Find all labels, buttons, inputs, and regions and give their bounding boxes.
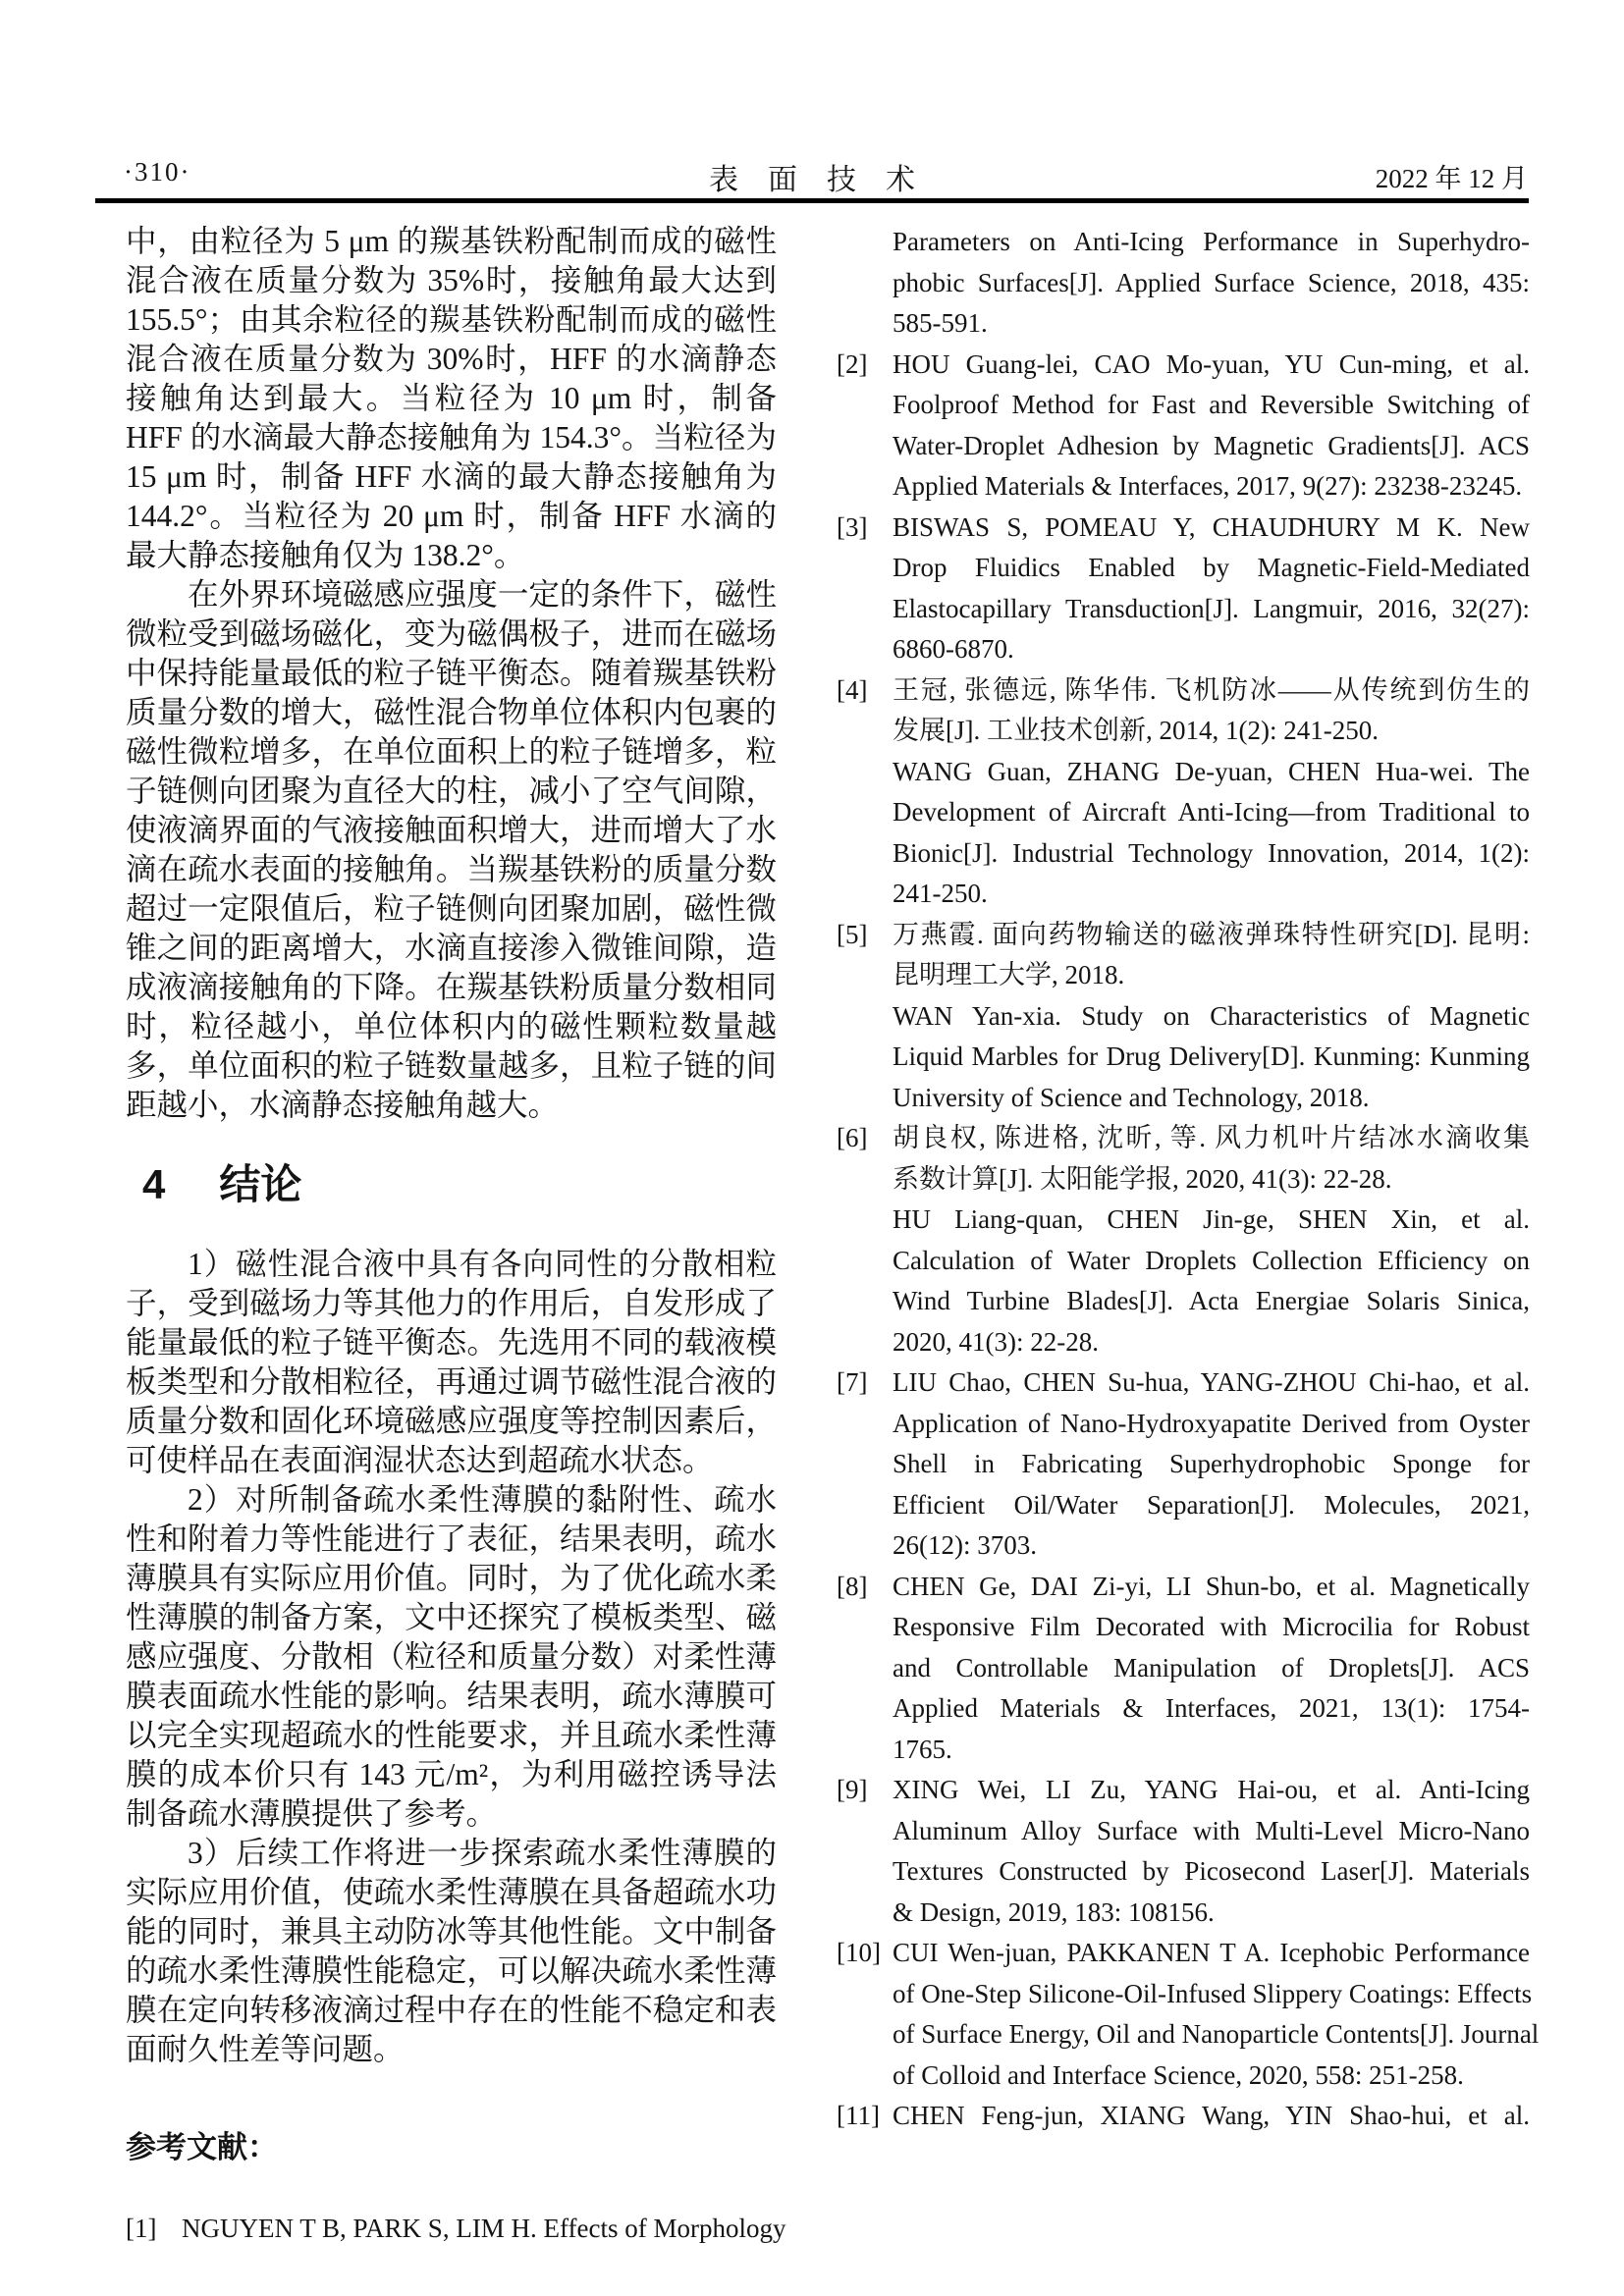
reference-line: and Controllable Manipulation of Droplets[J]. ACS: [893, 1652, 1530, 1682]
reference-line: XING Wei, LI Zu, YANG Hai-ou, et al. Anti-Icing: [893, 1775, 1530, 1804]
reference-body: [893, 1567, 1530, 1771]
reference-line: HU Liang-quan, CHEN Jin-ge, SHEN Xin, et al.: [893, 1204, 1530, 1234]
reference-item: [837, 1118, 1530, 1362]
reference-body: [893, 507, 1530, 670]
reference-line: of One-Step Silicone-Oil-Infused Slippery Coatings: Effects: [893, 1978, 1533, 2008]
paragraph: 3）后续工作将进一步探索疏水柔性薄膜的实际应用价值，使疏水柔性薄膜在具备超疏水功能的同时，兼具主动防冰等其他性能。文中制备的疏水柔性薄膜性能稳定，可以解决疏水柔性薄膜在定向转移液滴过程中存在的性能不稳定和表面耐久性差等问题。: [126, 1836, 777, 2066]
left-column: [126, 222, 786, 2250]
reference-item: [126, 2209, 786, 2250]
reference-item: [837, 222, 1530, 345]
reference-line: Application of Nano-Hydroxyapatite Derived from Oyster: [893, 1408, 1530, 1438]
reference-line: Bionic[J]. Industrial Technology Innovation, 2014, 1(2):: [893, 837, 1530, 868]
paragraph: 1）磁性混合液中具有各向同性的分散相粒子，受到磁场力等其他力的作用后，自发形成了能量最低的粒子链平衡态。先选用不同的载液模板类型和分散相粒径，再通过调节磁性混合液的质量分数和固化环境磁感应强度等控制因素后，可使样品在表面润湿状态达到超疏水状态。: [126, 1247, 777, 1477]
reference-item: [837, 1933, 1540, 2096]
reference-line: phobic Surfaces[J]. Applied Surface Science, 2018, 435:: [893, 267, 1530, 297]
reference-line: University of Science and Technology, 2018.: [893, 1082, 1370, 1112]
reference-line: Responsive Film Decorated with Microcilia for Robust: [893, 1612, 1530, 1641]
reference-line: CHEN Feng-jun, XIANG Wang, YIN Shao-hui, et al.: [893, 2101, 1530, 2130]
reference-line: 26(12): 3703.: [893, 1530, 1037, 1560]
reference-line: NGUYEN T B, PARK S, LIM H. Effects of Morphology: [182, 2214, 786, 2243]
reference-label: [3]: [837, 511, 868, 542]
reference-item: [837, 670, 1530, 915]
reference-line: Elastocapillary Transduction[J]. Langmuir, 2016, 32(27):: [893, 593, 1530, 623]
reference-line: of Colloid and Interface Science, 2020, 558: 251-258.: [893, 2059, 1464, 2090]
reference-line: WAN Yan-xia. Study on Characteristics of Magnetic: [893, 1000, 1530, 1031]
reference-line: Water-Droplet Adhesion by Magnetic Gradients[J]. ACS: [893, 430, 1530, 460]
reference-line: 6860-6870.: [893, 634, 1014, 664]
section-number: 4: [142, 1161, 166, 1207]
reference-label: [8]: [837, 1571, 868, 1601]
reference-line: 2020, 41(3): 22-28.: [893, 1326, 1099, 1357]
section-heading: [142, 1156, 777, 1213]
reference-line: BISWAS S, POMEAU Y, CHAUDHURY M K. New: [893, 511, 1530, 542]
issue-date: 2022 年 12 月: [1375, 164, 1528, 193]
reference-label: [2]: [837, 348, 868, 379]
reference-line: Textures Constructed by Picosecond Laser[J]. Materials: [893, 1856, 1530, 1886]
reference-label: [10]: [837, 1938, 881, 1967]
reference-line: Applied Materials & Interfaces, 2021, 13(1): 1754-: [893, 1693, 1530, 1723]
reference-line: WANG Guan, ZHANG De-yuan, CHEN Hua-wei. The: [893, 756, 1530, 786]
reference-line: Aluminum Alloy Surface with Multi-Level Micro-Nano: [893, 1815, 1530, 1845]
reference-label: [4]: [837, 674, 868, 705]
reference-item: [837, 1770, 1530, 1933]
paragraph: 在外界环境磁感应强度一定的条件下，磁性微粒受到磁场磁化，变为磁偶极子，进而在磁场中保持能量最低的粒子链平衡态。随着羰基铁粉质量分数的增大，磁性混合物单位体积内包裹的磁性微粒增多，在单位面积上的粒子链增多，粒子链侧向团聚为直径大的柱，减小了空气间隙，使液滴界面的气液接触面积增大，进而增大了水滴在疏水表面的接触角。当羰基铁粉的质量分数超过一定限值后，粒子链侧向团聚加剧，磁性微锥之间的距离增大，水滴直接渗入微锥间隙，造成液滴接触角的下降。在羰基铁粉质量分数相同时，粒径越小，单位体积内的磁性颗粒数量越多，单位面积的粒子链数量越多，且粒子链的间距越小，水滴静态接触角越大。: [126, 577, 777, 1122]
paragraph: 中，由粒径为 5 μm 的羰基铁粉配制而成的磁性混合液在质量分数为 35%时，接触角最大达到 155.5°；由其余粒径的羰基铁粉配制而成的磁性混合液在质量分数为 30%时，HFF 的水滴静态接触角达到最大。当粒径为 10 μm 时，制备 HFF 的水滴最大静态接触角为 154.3°。当粒径为 15 μm 时，制备 HFF 水滴的最大静态接触角为 144.2°。当粒径为 20 μm 时，制备 HFF 水滴的最大静态接触角仅为 138.2°。: [126, 224, 777, 572]
reference-line: 发展[J]. 工业技术创新, 2014, 1(2): 241-250.: [893, 716, 1379, 745]
reference-line: 1765.: [893, 1734, 952, 1764]
reference-item: [837, 345, 1530, 507]
reference-item: [837, 2096, 1530, 2137]
reference-line: Parameters on Anti-Icing Performance in Superhydro-: [893, 227, 1530, 256]
reference-body: [893, 670, 1530, 915]
reference-line: CHEN Ge, DAI Zi-yi, LI Shun-bo, et al. Magnetically: [893, 1571, 1530, 1601]
reference-line: HOU Guang-lei, CAO Mo-yuan, YU Cun-ming, et al.: [893, 348, 1530, 379]
reference-line: Applied Materials & Interfaces, 2017, 9(27): 23238-23245.: [893, 471, 1523, 501]
reference-line: 胡良权, 陈进格, 沈昕, 等. 风力机叶片结冰水滴收集: [893, 1123, 1530, 1152]
reference-line: 585-591.: [893, 308, 988, 338]
journal-title: 表 面 技 术: [709, 164, 915, 196]
reference-line: Efficient Oil/Water Separation[J]. Molecules, 2021,: [893, 1489, 1530, 1520]
reference-line: Foolproof Method for Fast and Reversible Switching of: [893, 390, 1530, 419]
reference-line: Development of Aircraft Anti-Icing—from Traditional to: [893, 797, 1530, 827]
reference-body: [893, 345, 1530, 507]
reference-line: & Design, 2019, 183: 108156.: [893, 1896, 1215, 1927]
reference-line: 昆明理工大学, 2018.: [893, 960, 1125, 989]
reference-label: [6]: [837, 1123, 868, 1152]
reference-line: of Surface Energy, Oil and Nanoparticle Contents[J]. Journal: [893, 2019, 1540, 2049]
reference-body: [893, 1933, 1540, 2096]
reference-line: 王冠, 张德远, 陈华伟. 飞机防冰——从传统到仿生的: [893, 674, 1530, 705]
reference-label: [7]: [837, 1367, 868, 1397]
page-number: ·310·: [124, 157, 191, 187]
references-heading: 参考文献：: [126, 2130, 278, 2164]
reference-label: [1]: [126, 2214, 157, 2243]
reference-item: [837, 915, 1530, 1119]
reference-line: 241-250.: [893, 879, 988, 908]
reference-item: [837, 1362, 1530, 1567]
reference-line: LIU Chao, CHEN Su-hua, YANG-ZHOU Chi-hao, et al.: [893, 1367, 1530, 1397]
reference-body: [893, 915, 1530, 1119]
right-column: [837, 222, 1540, 2137]
reference-body: [893, 1770, 1530, 1933]
header-rule: [95, 198, 1529, 203]
reference-body: [893, 222, 1530, 345]
reference-body: [893, 2096, 1530, 2137]
reference-body: [182, 2209, 786, 2250]
reference-body: [893, 1362, 1530, 1567]
paragraph: 2）对所制备疏水柔性薄膜的黏附性、疏水性和附着力等性能进行了表征，结果表明，疏水薄膜具有实际应用价值。同时，为了优化疏水柔性薄膜的制备方案，文中还探究了模板类型、磁感应强度、分散相（粒径和质量分数）对柔性薄膜表面疏水性能的影响。结果表明，疏水薄膜可以完全实现超疏水的性能要求，并且疏水柔性薄膜的成本价只有 143 元/m²，为利用磁控诱导法制备疏水薄膜提供了参考。: [126, 1482, 777, 1831]
section-title: 结论: [219, 1161, 302, 1207]
reference-line: Liquid Marbles for Drug Delivery[D]. Kunming: Kunming: [893, 1041, 1530, 1071]
reference-line: 系数计算[J]. 太阳能学报, 2020, 41(3): 22-28.: [893, 1163, 1392, 1194]
reference-body: [893, 1118, 1530, 1362]
reference-line: Calculation of Water Droplets Collection Efficiency on: [893, 1245, 1530, 1275]
reference-line: Shell in Fabricating Superhydrophobic Sponge for: [893, 1449, 1530, 1478]
reference-item: [837, 1567, 1530, 1771]
reference-line: CUI Wen-juan, PAKKANEN T A. Icephobic Performance: [893, 1938, 1530, 1967]
reference-line: Drop Fluidics Enabled by Magnetic-Field-Mediated: [893, 553, 1530, 582]
reference-label: [9]: [837, 1775, 868, 1804]
reference-label: [5]: [837, 919, 868, 949]
reference-line: 万燕霞. 面向药物输送的磁液弹珠特性研究[D]. 昆明:: [893, 919, 1530, 949]
reference-label: [11]: [837, 2101, 880, 2130]
reference-line: Wind Turbine Blades[J]. Acta Energiae Solaris Sinica,: [893, 1286, 1530, 1315]
reference-label: [837, 222, 893, 345]
reference-item: [837, 507, 1530, 670]
